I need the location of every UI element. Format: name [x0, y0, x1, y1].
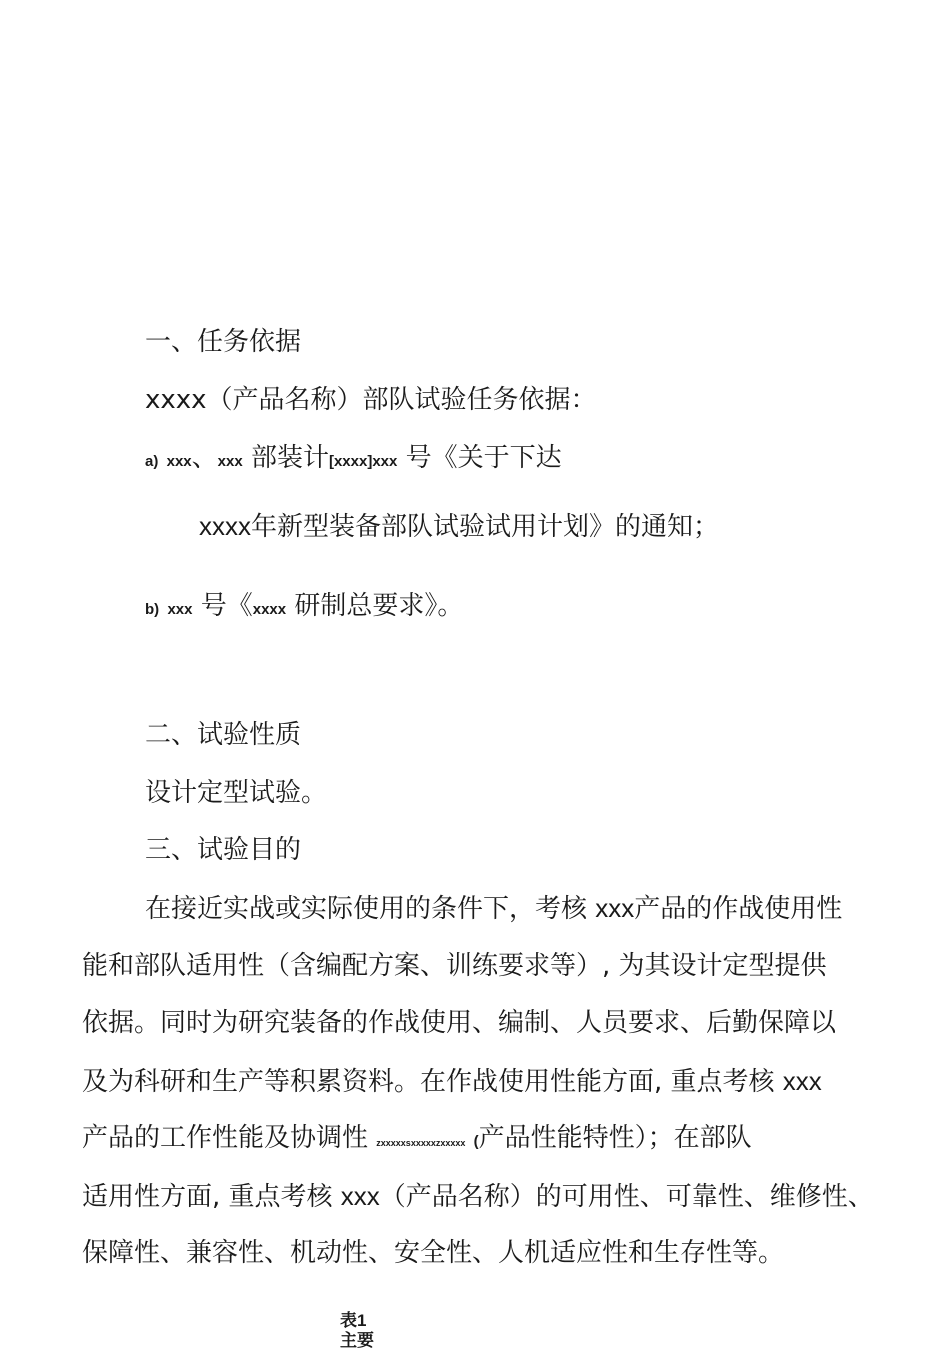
nature-heading: 二、试验性质: [145, 720, 302, 750]
purpose-line-1: [145, 893, 842, 924]
item-b-code1: xxx: [167, 601, 193, 618]
item-b-code2: xxxx: [252, 601, 287, 618]
item-a-marker: a): [145, 453, 159, 470]
basis-intro: xxxx（产品名称）部队试验任务依据：: [145, 385, 597, 415]
item-b-text1: 号《: [200, 591, 253, 621]
item-a-sep: 、: [191, 443, 218, 473]
purpose-line-5b: zxxxxxsxxxxxzxxxxx: [376, 1138, 466, 1148]
purpose-line-4b: xxx: [782, 1066, 822, 1096]
purpose-line-5c: (: [473, 1133, 479, 1150]
item-a-code2: xxx: [217, 453, 243, 470]
item-a-cont-code: xxxx: [199, 511, 251, 541]
purpose-line-1b: xxx: [595, 893, 635, 923]
purpose-line-4: [82, 1066, 822, 1097]
purpose-line-5d: 产品性能特性）；在部队: [478, 1123, 752, 1153]
item-a-text2: 号《关于下达: [405, 443, 562, 473]
purpose-line-7: 保障性、兼容性、机动性、安全性、人机适应性和生存性等。: [82, 1238, 785, 1268]
item-a-code3: [xxxx]xxx: [328, 453, 398, 470]
purpose-line-1a: 在接近实战或实际使用的条件下，考核: [145, 894, 588, 924]
purpose-line-6b: xxx: [340, 1181, 380, 1211]
purpose-line-6a: 适用性方面, 重点考核: [82, 1182, 333, 1212]
item-b-text2: 研制总要求》。: [294, 591, 464, 621]
purpose-line-2: 能和部队适用性（含编配方案、训练要求等）, 为其设计定型提供: [82, 951, 827, 981]
purpose-heading: 三、试验目的: [145, 835, 302, 865]
basis-item-b: [145, 591, 463, 625]
purpose-line-1c: 产品的作战使用性: [634, 894, 843, 924]
purpose-line-6: [82, 1181, 874, 1212]
purpose-line-6c: （产品名称）的可用性、可靠性、维修性、: [379, 1182, 874, 1212]
basis-item-a: [145, 443, 562, 477]
item-a-cont-text: 年新型装备部队试验试用计划》的通知；: [251, 512, 720, 542]
purpose-line-5a: 产品的工作性能及协调性: [82, 1123, 369, 1153]
purpose-line-4a: 及为科研和生产等积累资料。在作战使用性能方面, 重点考核: [82, 1067, 775, 1097]
purpose-line-3: 依据。同时为研究装备的作战使用、编制、人员要求、后勤保障以: [82, 1008, 837, 1038]
item-b-marker: b): [145, 601, 160, 618]
table-caption: [340, 1311, 374, 1351]
purpose-line-5: [82, 1123, 752, 1158]
nature-text: 设计定型试验。: [145, 778, 328, 808]
table-caption-line-1: 表1: [340, 1311, 367, 1330]
item-a-text1: 部装计: [250, 443, 329, 473]
table-caption-line-2: 主要: [340, 1331, 374, 1350]
basis-heading: 一、任务依据: [145, 327, 302, 357]
basis-item-a-continuation: [199, 511, 719, 542]
item-a-code1: xxx: [166, 453, 192, 470]
